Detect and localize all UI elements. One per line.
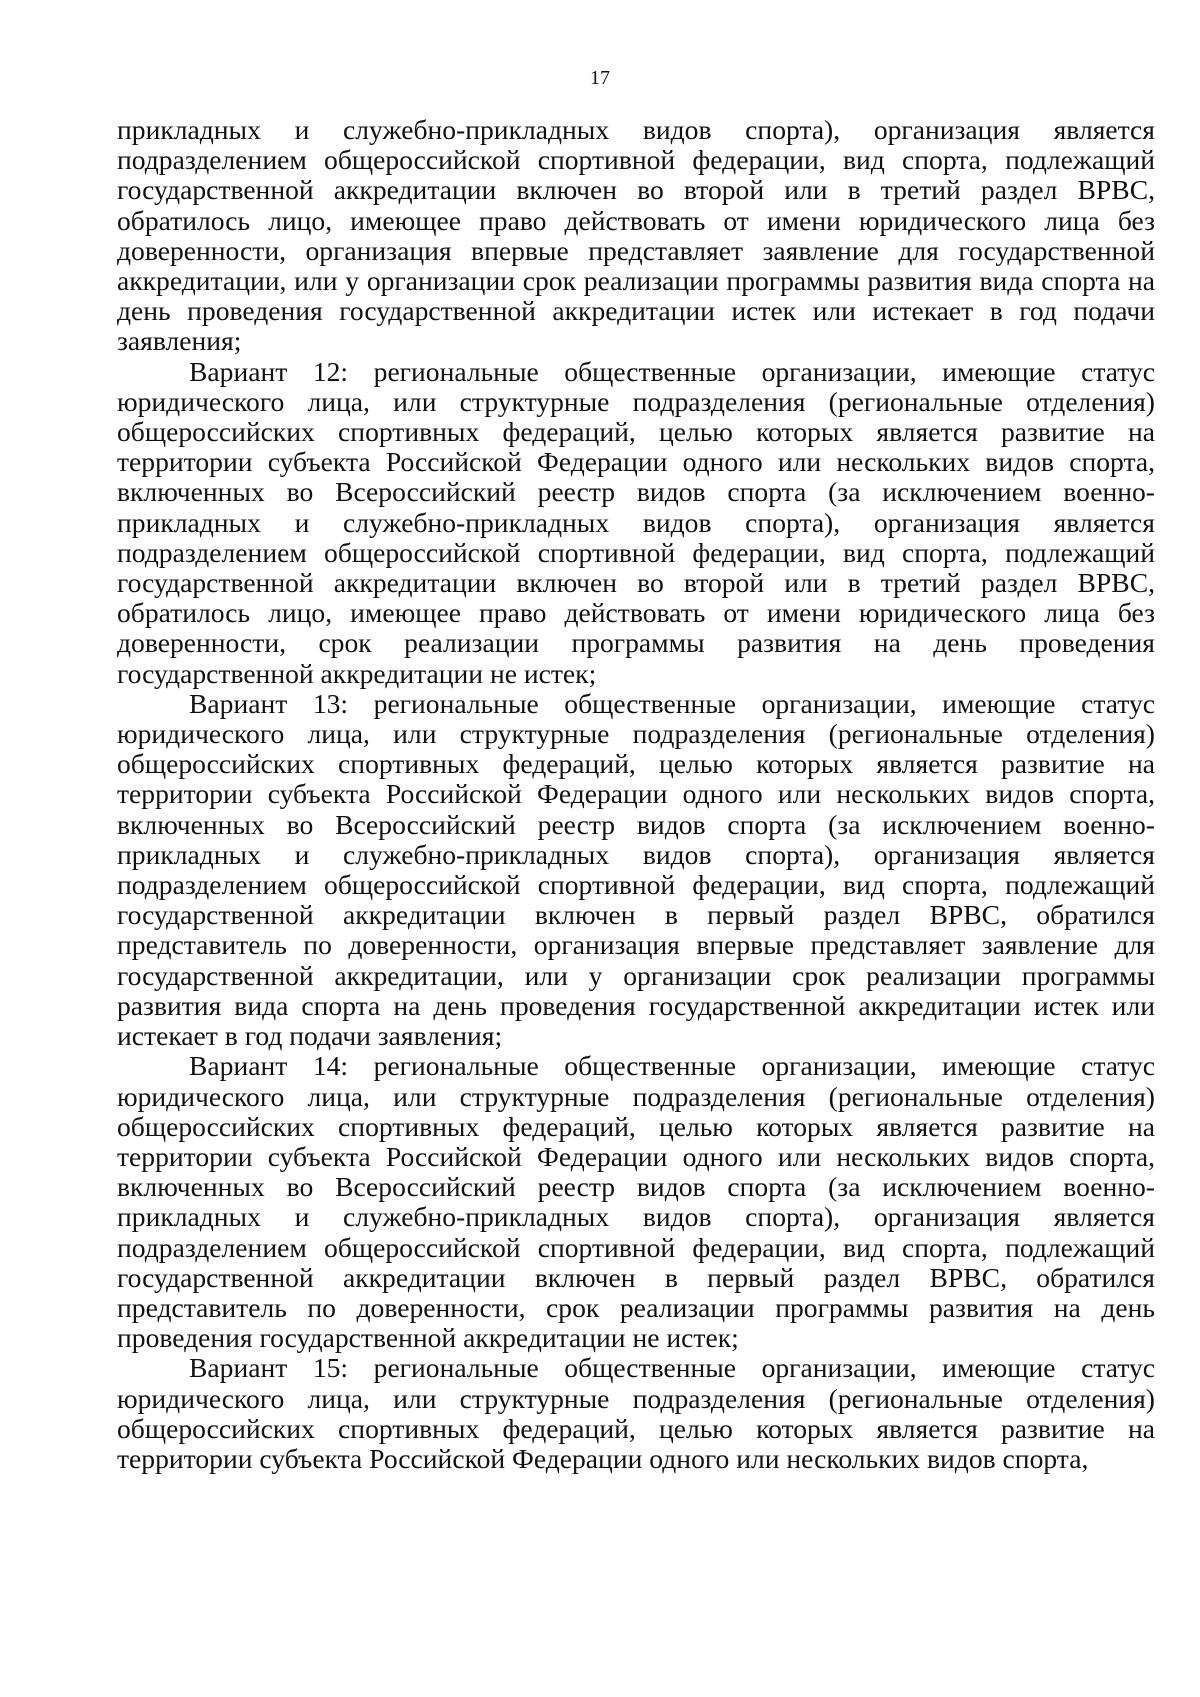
paragraph-continuation: прикладных и служебно-прикладных видов спорта), организация является подразделением общероссийской спортивной федерации, вид спорта, подлежащий государственной аккредитации включен во второй или в третий раздел ВРВС, обратилось лицо, имеющее право действовать от имени юридического лица без доверенности, организация впервые представляет заявление для государственной аккредитации, или у организации срок реализации программы развития вида спорта на день проведения государственной аккредитации истек или истекает в год подачи заявления; <box>117 114 1155 357</box>
paragraph-variant-12: Вариант 12: региональные общественные организации, имеющие статус юридического лица, или структурные подразделения (региональные отделения) общероссийских спортивных федераций, целью которых является развитие на территории субъекта Российской Федерации одного или нескольких видов спорта, включенных во Всероссийский реестр видов спорта (за исключением военно-прикладных и служебно-прикладных видов спорта), организация является подразделением общероссийской спортивной федерации, вид спорта, подлежащий государственной аккредитации включен во второй или в третий раздел ВРВС, обратилось лицо, имеющее право действовать от имени юридического лица без доверенности, срок реализации программы развития на день проведения государственной аккредитации не истек; <box>117 355 1155 689</box>
paragraph-variant-14: Вариант 14: региональные общественные организации, имеющие статус юридического лица, или структурные подразделения (региональные отделения) общероссийских спортивных федераций, целью которых является развитие на территории субъекта Российской Федерации одного или нескольких видов спорта, включенных во Всероссийский реестр видов спорта (за исключением военно-прикладных и служебно-прикладных видов спорта), организация является подразделением общероссийской спортивной федерации, вид спорта, подлежащий государственной аккредитации включен в первый раздел ВРВС, обратился представитель по доверенности, срок реализации программы развития на день проведения государственной аккредитации не истек; <box>117 1050 1155 1354</box>
paragraph-variant-13: Вариант 13: региональные общественные организации, имеющие статус юридического лица, или структурные подразделения (региональные отделения) общероссийских спортивных федераций, целью которых является развитие на территории субъекта Российской Федерации одного или нескольких видов спорта, включенных во Всероссийский реестр видов спорта (за исключением военно-прикладных и служебно-прикладных видов спорта), организация является подразделением общероссийской спортивной федерации, вид спорта, подлежащий государственной аккредитации включен в первый раздел ВРВС, обратился представитель по доверенности, организация впервые представляет заявление для государственной аккредитации, или у организации срок реализации программы развития вида спорта на день проведения государственной аккредитации истек или истекает в год подачи заявления; <box>117 687 1155 1052</box>
document-body <box>117 115 1155 1474</box>
page-number: 17 <box>590 67 610 89</box>
paragraph-variant-15: Вариант 15: региональные общественные организации, имеющие статус юридического лица, или структурные подразделения (региональные отделения) общероссийских спортивных федераций, целью которых является развитие на территории субъекта Российской Федерации одного или нескольких видов спорта, <box>117 1352 1155 1474</box>
